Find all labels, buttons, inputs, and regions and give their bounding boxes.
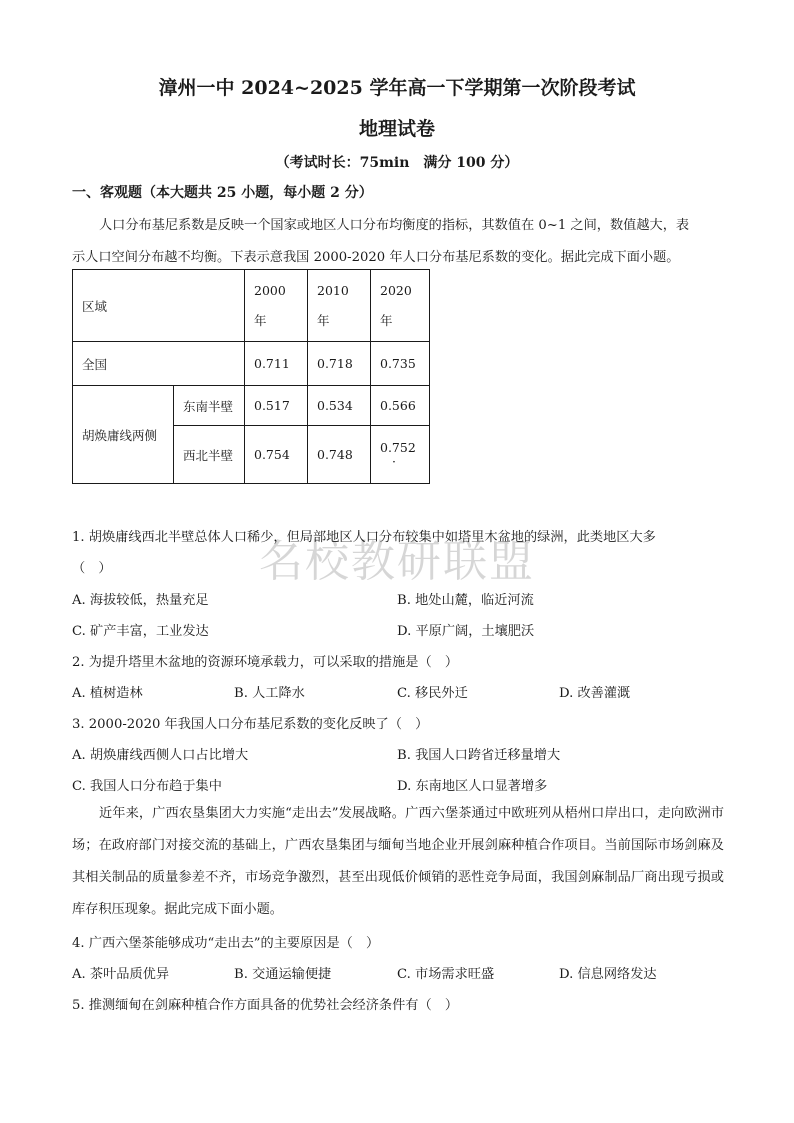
header-region-cell: 区域 — [73, 270, 245, 342]
national-label: 全国 — [73, 342, 245, 386]
q2-stem: 2. 为提升塔里木盆地的资源环境承载力，可以采取的措施是（ ） — [72, 655, 459, 670]
q2-option-c[interactable]: C. 移民外迁 — [397, 686, 468, 701]
northwest-2020: 0.752 · — [371, 426, 430, 484]
q1-option-b[interactable]: B. 地处山麓，临近河流 — [397, 593, 534, 608]
southeast-2020: 0.566 — [371, 386, 430, 426]
q5-stem: 5. 推测缅甸在剑麻种植合作方面具备的优势社会经济条件有（ ） — [72, 998, 459, 1013]
exam-subject: 地理试卷 — [358, 118, 435, 140]
q1-option-c[interactable]: C. 矿产丰富，工业发达 — [72, 624, 209, 639]
year-2020-header: 2020 年 — [371, 270, 430, 342]
hu-line-group-label: 胡焕庸线两侧 — [73, 386, 174, 484]
q4-option-c[interactable]: C. 市场需求旺盛 — [397, 967, 495, 982]
q1-option-d[interactable]: D. 平原广阔，土壤肥沃 — [397, 624, 535, 639]
q3-option-c[interactable]: C. 我国人口分布趋于集中 — [72, 779, 222, 794]
q3-option-b[interactable]: B. 我国人口跨省迁移量增大 — [397, 748, 561, 763]
q4-option-b[interactable]: B. 交通运输便捷 — [234, 967, 332, 982]
q4-stem: 4. 广西六堡茶能够成功“走出去”的主要原因是（ ） — [72, 936, 380, 951]
section-heading: 一、客观题（本大题共 25 小题，每小题 2 分） — [72, 185, 373, 201]
passage2-text: 近年来，广西农垦集团大力实施“走出去”发展战略。广西六堡茶通过中欧班列从梧州口岸出口，走向欧洲市场；在政府部门对接交流的基础上，广西农垦集团与缅甸当地企业开展剑麻种植合作项目。当前国际市场剑麻及其相关制品的质量参差不齐，市场竞争激烈，甚至出现低价倾销的恶性竞争局面，我国剑麻制品厂商出现亏损或库存积压现象。据此完成下面小题。 — [72, 806, 724, 917]
q2-option-d[interactable]: D. 改善灌溉 — [559, 686, 631, 701]
passage1-line1: 人口分布基尼系数是反映一个国家或地区人口分布均衡度的指标，其数值在 0~1 之间，数值越大，表 — [99, 218, 690, 233]
northwest-2000: 0.754 — [245, 426, 308, 484]
q3-stem: 3. 2000-2020 年我国人口分布基尼系数的变化反映了（ ） — [72, 717, 429, 732]
exam-title: 漳州一中 2024~2025 学年高一下学期第一次阶段考试 — [158, 77, 636, 99]
southeast-2000: 0.517 — [245, 386, 308, 426]
q3-option-a[interactable]: A. 胡焕庸线西侧人口占比增大 — [72, 748, 249, 763]
national-2010: 0.718 — [308, 342, 371, 386]
national-2020: 0.735 — [371, 342, 430, 386]
watermark: 名校教研联盟 — [259, 536, 535, 587]
q4-option-a[interactable]: A. 茶叶品质优异 — [72, 967, 170, 982]
exam-meta: （考试时长：75min 满分 100 分） — [275, 155, 519, 171]
national-2000: 0.711 — [245, 342, 308, 386]
q3-option-d[interactable]: D. 东南地区人口显著增多 — [397, 779, 548, 794]
northwest-label: 西北半壁 — [174, 426, 245, 484]
q2-option-a[interactable]: A. 植树造林 — [72, 686, 143, 701]
q2-option-b[interactable]: B. 人工降水 — [234, 686, 305, 701]
year-2000-header: 2000 年 — [245, 270, 308, 342]
passage1-line2: 示人口空间分布越不均衡。下表示意我国 2000-2020 年人口分布基尼系数的变化。据此完成下面小题。 — [72, 250, 680, 265]
q4-option-d[interactable]: D. 信息网络发达 — [559, 967, 657, 982]
q1-stem: 1. 胡焕庸线西北半壁总体人口稀少，但局部地区人口分布较集中如塔里木盆地的绿洲，此类地区大多 — [72, 530, 656, 545]
southeast-2010: 0.534 — [308, 386, 371, 426]
q1-paren: （ ） — [72, 561, 112, 576]
gini-table — [72, 269, 430, 484]
southeast-label: 东南半壁 — [174, 386, 245, 426]
passage2 — [72, 798, 724, 926]
northwest-2010: 0.748 — [308, 426, 371, 484]
year-2010-header: 2010 年 — [308, 270, 371, 342]
q1-option-a[interactable]: A. 海拔较低，热量充足 — [72, 593, 209, 608]
